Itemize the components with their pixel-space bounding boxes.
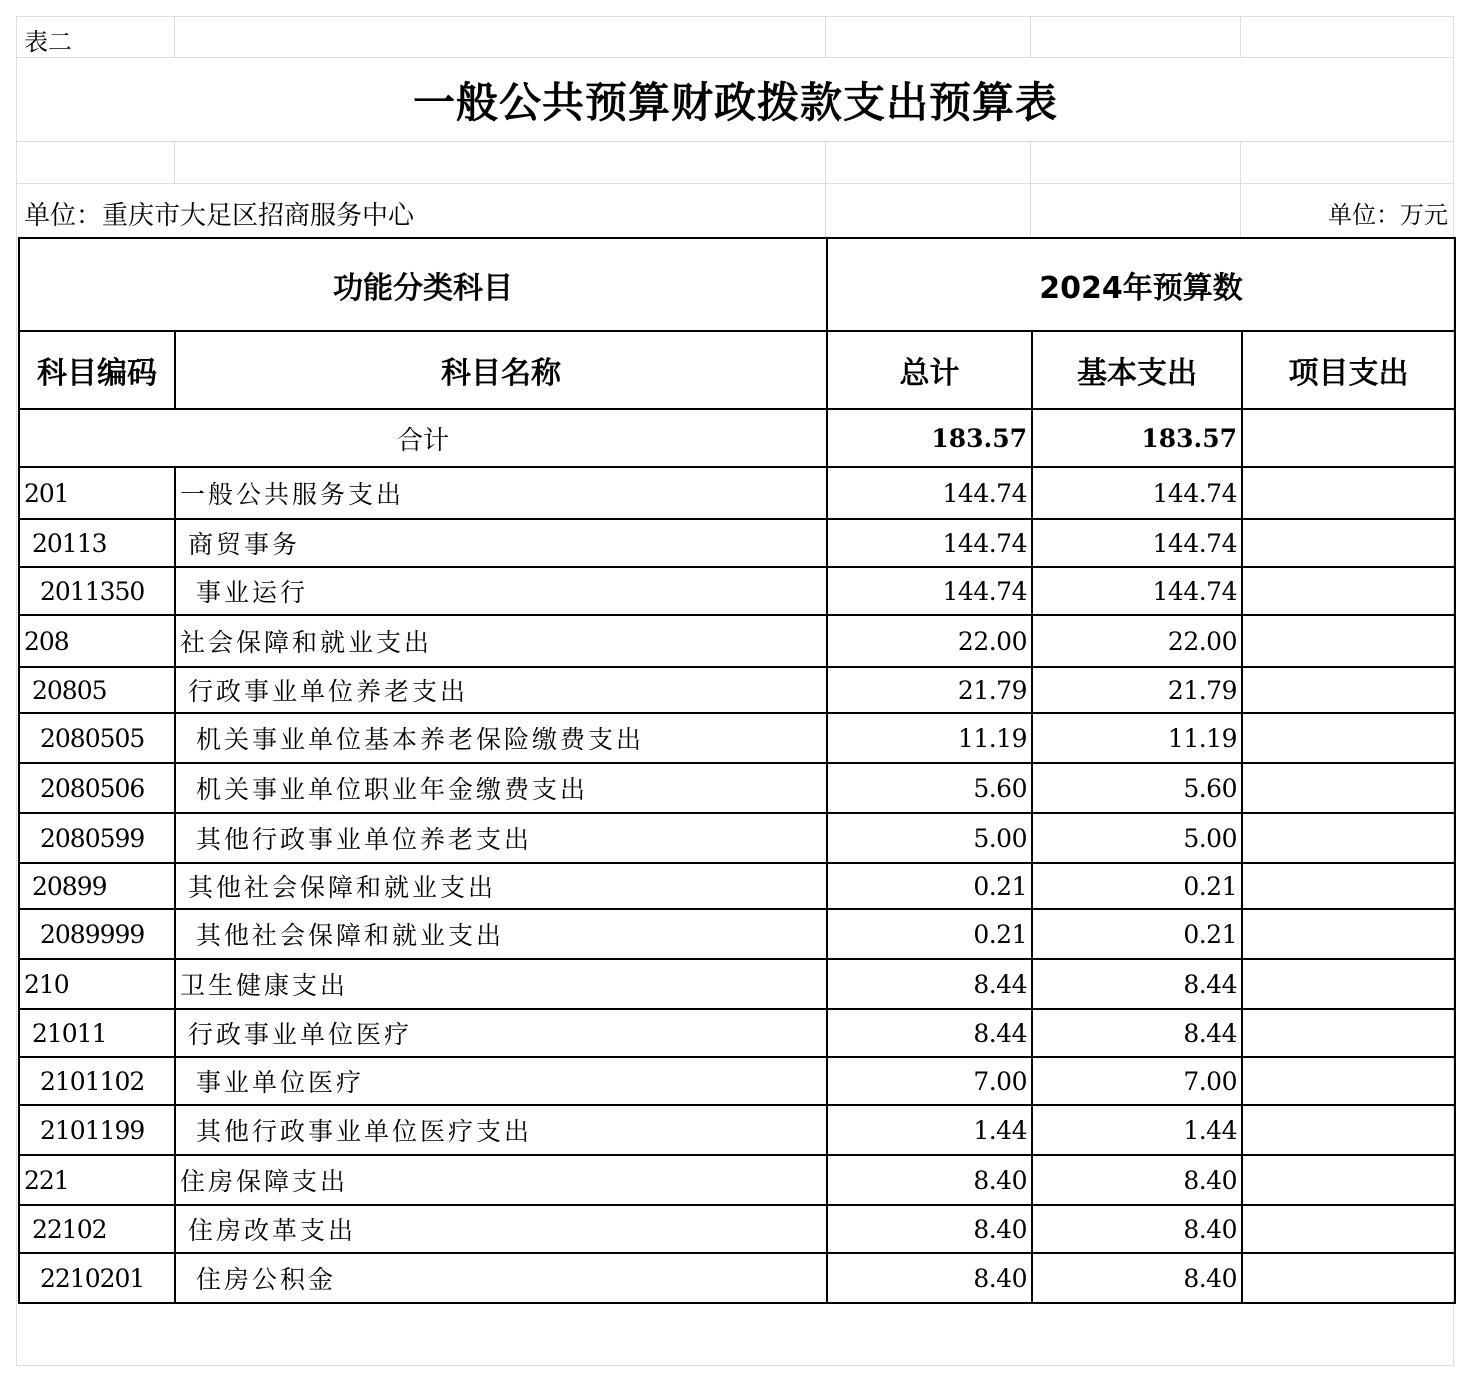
gridline — [16, 141, 1454, 142]
row-code: 2080506 — [19, 763, 175, 813]
table-row — [19, 959, 1455, 1009]
row-project — [1242, 567, 1455, 615]
row-project — [1242, 1155, 1455, 1205]
gridline — [825, 141, 826, 237]
row-basic: 144.74 — [1032, 519, 1242, 567]
row-project — [1242, 615, 1455, 667]
row-name: 住房保障支出 — [175, 1155, 827, 1205]
gridline — [16, 183, 1454, 184]
row-total: 8.44 — [827, 959, 1032, 1009]
row-name: 住房改革支出 — [175, 1205, 827, 1253]
table-row — [19, 615, 1455, 667]
row-code: 201 — [19, 467, 175, 519]
row-code: 21011 — [19, 1009, 175, 1057]
row-project — [1242, 713, 1455, 763]
header-code: 科目编码 — [19, 331, 175, 409]
row-name: 住房公积金 — [175, 1253, 827, 1303]
row-project — [1242, 863, 1455, 909]
row-basic: 1.44 — [1032, 1105, 1242, 1155]
row-total: 144.74 — [827, 519, 1032, 567]
row-code: 2101102 — [19, 1057, 175, 1105]
row-code: 2011350 — [19, 567, 175, 615]
gridline — [16, 1365, 1454, 1366]
row-basic: 11.19 — [1032, 713, 1242, 763]
total-label: 合计 — [19, 409, 827, 467]
gridline — [174, 16, 175, 58]
row-project — [1242, 909, 1455, 959]
row-code: 208 — [19, 615, 175, 667]
row-basic: 0.21 — [1032, 909, 1242, 959]
gridline — [1240, 16, 1241, 58]
row-project — [1242, 1105, 1455, 1155]
row-code: 210 — [19, 959, 175, 1009]
row-total: 144.74 — [827, 567, 1032, 615]
row-total: 22.00 — [827, 615, 1032, 667]
row-total: 8.40 — [827, 1205, 1032, 1253]
row-basic: 8.44 — [1032, 1009, 1242, 1057]
row-total: 144.74 — [827, 467, 1032, 519]
page-title: 一般公共预算财政拨款支出预算表 — [412, 78, 1058, 127]
table-row — [19, 813, 1455, 863]
total-total: 183.57 — [827, 409, 1032, 467]
row-code: 20805 — [19, 667, 175, 713]
total-basic: 183.57 — [1032, 409, 1242, 467]
gridline — [16, 57, 1454, 58]
gridline — [1030, 16, 1031, 58]
row-basic: 8.44 — [1032, 959, 1242, 1009]
header-category: 功能分类科目 — [19, 238, 827, 331]
row-project — [1242, 667, 1455, 713]
table-row — [19, 1205, 1455, 1253]
table-row — [19, 763, 1455, 813]
gridline — [16, 16, 1454, 17]
row-project — [1242, 959, 1455, 1009]
row-name: 行政事业单位养老支出 — [175, 667, 827, 713]
table-row — [19, 567, 1455, 615]
gridline — [16, 16, 17, 1366]
header-budget-year: 2024年预算数 — [827, 238, 1455, 331]
table-row — [19, 909, 1455, 959]
row-total: 8.40 — [827, 1253, 1032, 1303]
table-row — [19, 1253, 1455, 1303]
unit-organization: 单位：重庆市大足区招商服务中心 — [24, 201, 415, 231]
row-name: 其他社会保障和就业支出 — [175, 863, 827, 909]
row-basic: 8.40 — [1032, 1253, 1242, 1303]
row-basic: 144.74 — [1032, 467, 1242, 519]
row-total: 0.21 — [827, 909, 1032, 959]
row-basic: 22.00 — [1032, 615, 1242, 667]
header-basic: 基本支出 — [1032, 331, 1242, 409]
row-basic: 5.00 — [1032, 813, 1242, 863]
row-name: 机关事业单位职业年金缴费支出 — [175, 763, 827, 813]
row-basic: 21.79 — [1032, 667, 1242, 713]
table-row — [19, 1105, 1455, 1155]
header-row-1 — [19, 238, 1455, 331]
row-code: 20899 — [19, 863, 175, 909]
row-basic: 0.21 — [1032, 863, 1242, 909]
row-total: 7.00 — [827, 1057, 1032, 1105]
header-total: 总计 — [827, 331, 1032, 409]
row-total: 5.60 — [827, 763, 1032, 813]
header-name: 科目名称 — [175, 331, 827, 409]
table-row — [19, 1057, 1455, 1105]
row-code: 2210201 — [19, 1253, 175, 1303]
table-row — [19, 1155, 1455, 1205]
total-project — [1242, 409, 1455, 467]
sheet-label: 表二 — [24, 28, 72, 56]
table-row — [19, 467, 1455, 519]
row-total: 8.40 — [827, 1155, 1032, 1205]
row-name: 卫生健康支出 — [175, 959, 827, 1009]
row-name: 其他行政事业单位医疗支出 — [175, 1105, 827, 1155]
row-total: 8.44 — [827, 1009, 1032, 1057]
row-basic: 7.00 — [1032, 1057, 1242, 1105]
gridline — [174, 141, 175, 184]
row-total: 0.21 — [827, 863, 1032, 909]
table-row — [19, 863, 1455, 909]
row-project — [1242, 1057, 1455, 1105]
row-name: 一般公共服务支出 — [175, 467, 827, 519]
total-row — [19, 409, 1455, 467]
header-row-2 — [19, 331, 1455, 409]
row-code: 2089999 — [19, 909, 175, 959]
table-row — [19, 667, 1455, 713]
gridline — [825, 16, 826, 58]
gridline — [1030, 141, 1031, 237]
table-row — [19, 519, 1455, 567]
budget-table — [18, 237, 1456, 1304]
row-name: 事业单位医疗 — [175, 1057, 827, 1105]
row-name: 其他社会保障和就业支出 — [175, 909, 827, 959]
row-code: 221 — [19, 1155, 175, 1205]
gridline — [1240, 141, 1241, 237]
unit-currency: 单位：万元 — [1328, 201, 1448, 229]
table-row — [19, 713, 1455, 763]
row-total: 21.79 — [827, 667, 1032, 713]
row-code: 2080505 — [19, 713, 175, 763]
row-name: 机关事业单位基本养老保险缴费支出 — [175, 713, 827, 763]
row-basic: 8.40 — [1032, 1155, 1242, 1205]
row-basic: 8.40 — [1032, 1205, 1242, 1253]
row-code: 2080599 — [19, 813, 175, 863]
row-basic: 5.60 — [1032, 763, 1242, 813]
row-basic: 144.74 — [1032, 567, 1242, 615]
row-total: 11.19 — [827, 713, 1032, 763]
row-name: 行政事业单位医疗 — [175, 1009, 827, 1057]
row-name: 事业运行 — [175, 567, 827, 615]
row-project — [1242, 813, 1455, 863]
row-code: 2101199 — [19, 1105, 175, 1155]
row-project — [1242, 1253, 1455, 1303]
row-total: 5.00 — [827, 813, 1032, 863]
header-project: 项目支出 — [1242, 331, 1455, 409]
row-code: 22102 — [19, 1205, 175, 1253]
row-name: 社会保障和就业支出 — [175, 615, 827, 667]
row-project — [1242, 1009, 1455, 1057]
row-name: 商贸事务 — [175, 519, 827, 567]
row-name: 其他行政事业单位养老支出 — [175, 813, 827, 863]
row-project — [1242, 763, 1455, 813]
row-project — [1242, 1205, 1455, 1253]
row-total: 1.44 — [827, 1105, 1032, 1155]
row-project — [1242, 519, 1455, 567]
row-code: 20113 — [19, 519, 175, 567]
table-row — [19, 1009, 1455, 1057]
row-project — [1242, 467, 1455, 519]
